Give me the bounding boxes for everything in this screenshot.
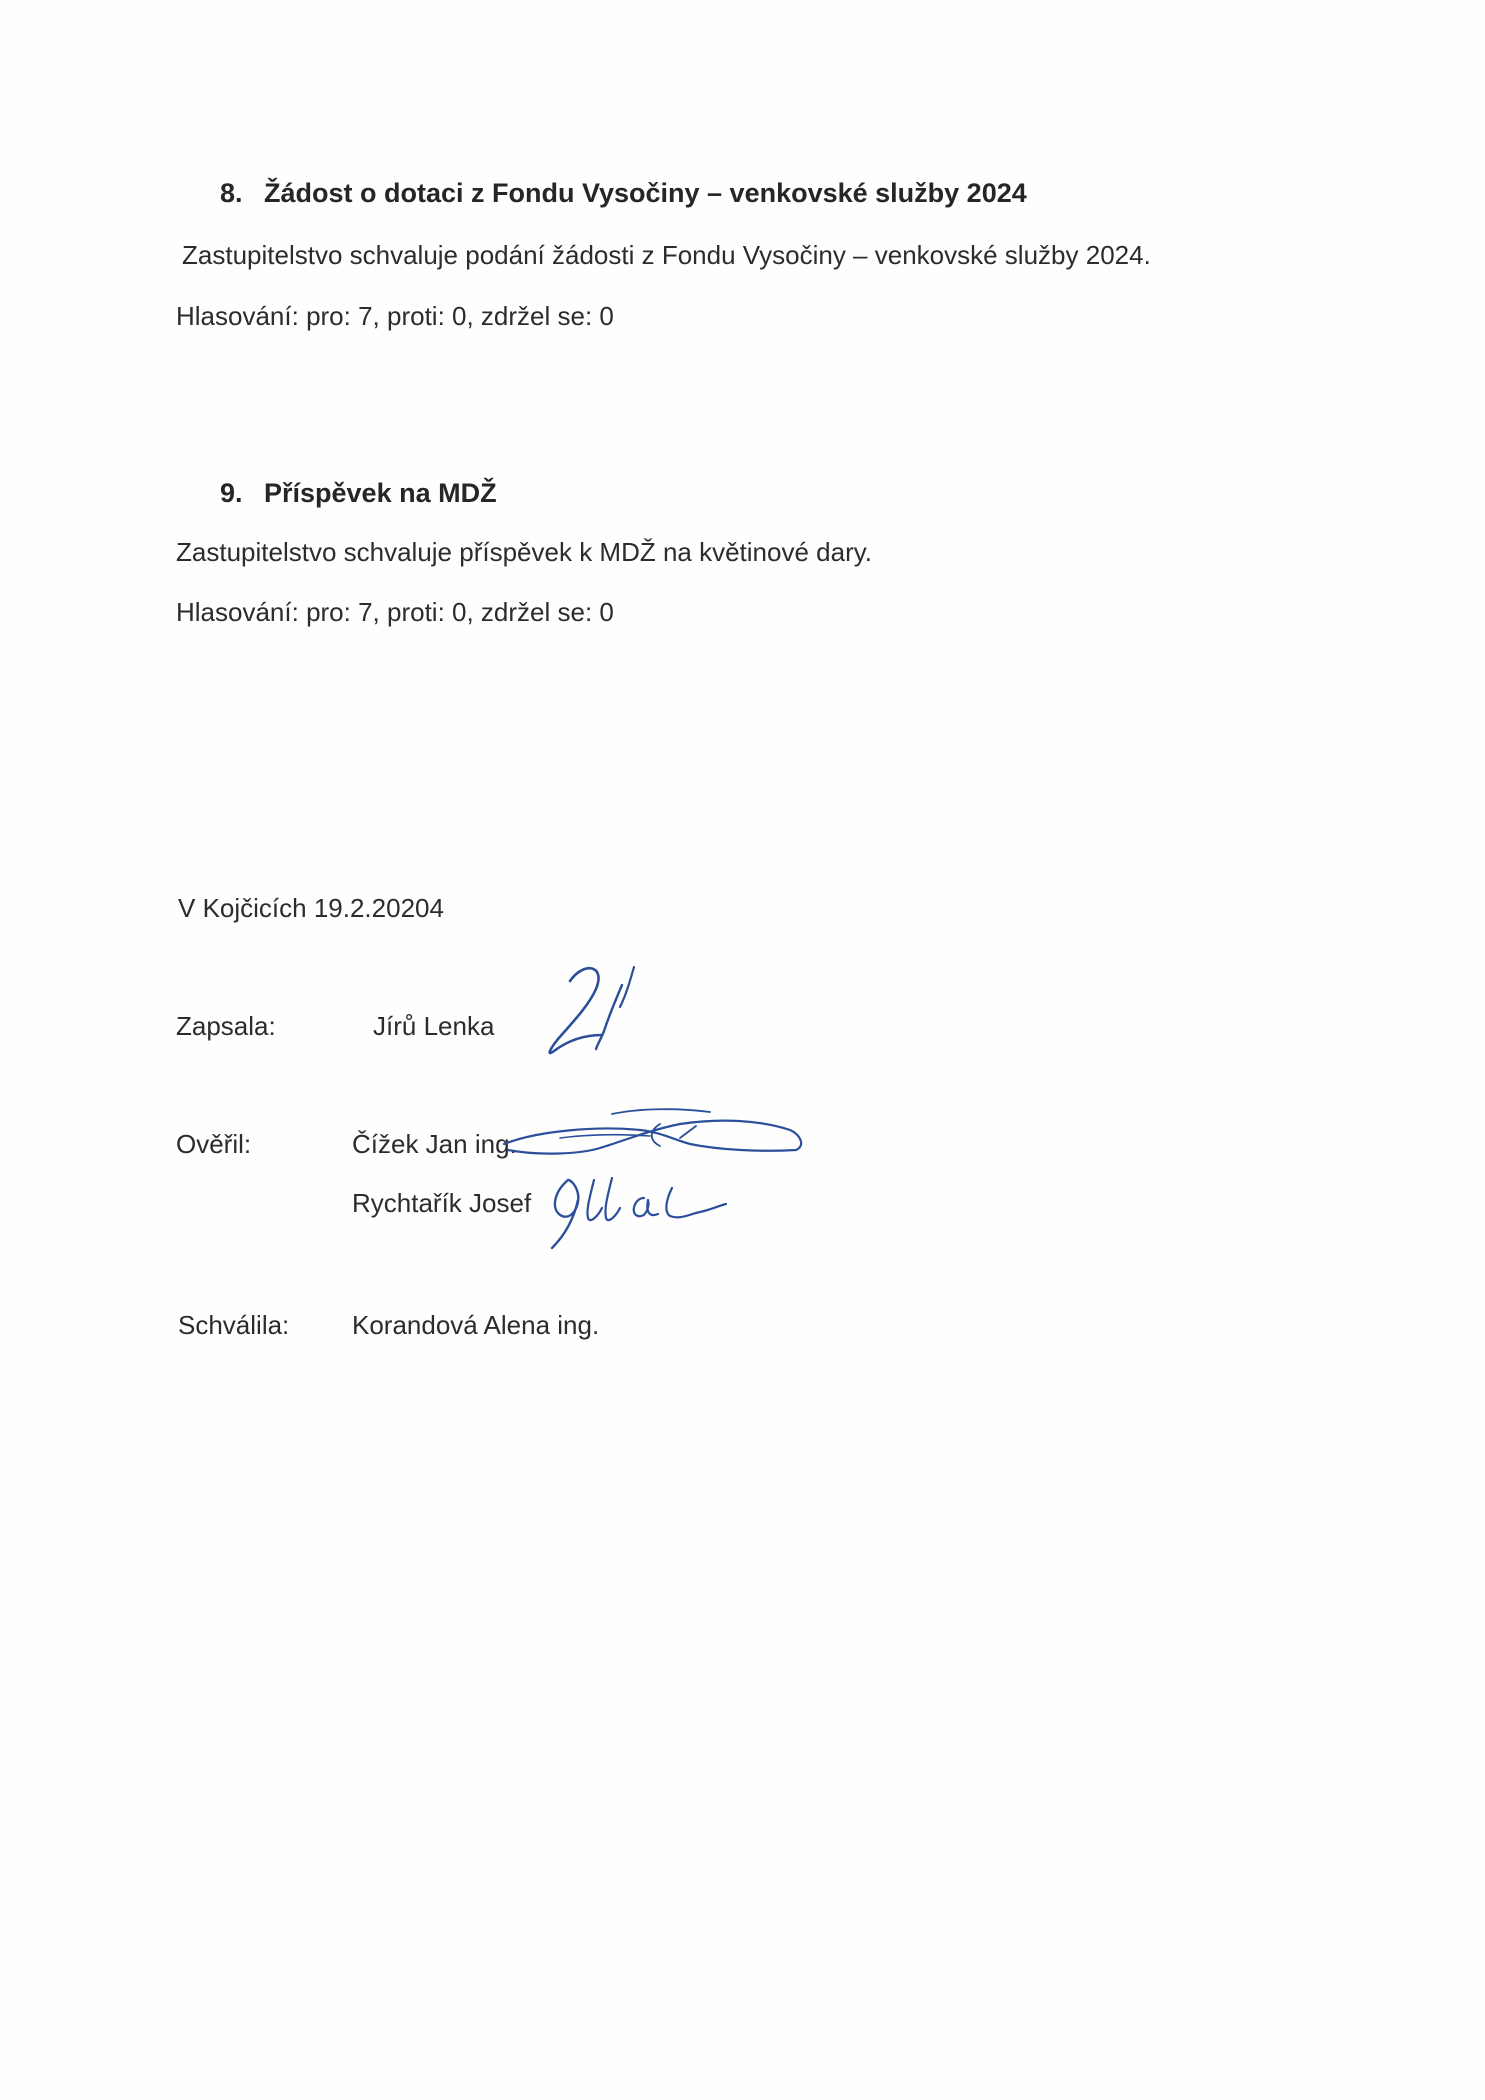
schvalila-name: Korandová Alena ing.: [352, 1310, 600, 1340]
zapsala-name: Jírů Lenka: [373, 1011, 495, 1041]
section-8-vote: Hlasování: pro: 7, proti: 0, zdržel se: 0: [176, 301, 614, 331]
section-number: 8.: [220, 178, 243, 208]
section-9-text: Zastupitelstvo schvaluje příspěvek k MDŽ na květinové dary.: [176, 537, 873, 567]
signature-rychtarik: [540, 1170, 740, 1250]
section-9-heading: [220, 478, 497, 509]
section-8-text: Zastupitelstvo schvaluje podání žádosti z Fondu Vysočiny – venkovské služby 2024.: [182, 240, 1151, 270]
signature-jiru: [540, 955, 650, 1060]
schvalila-label: Schválila:: [178, 1310, 290, 1340]
place-date: V Kojčicích 19.2.20204: [178, 893, 444, 923]
zapsala-label: Zapsala:: [176, 1011, 276, 1041]
signature-cizek: [500, 1100, 805, 1170]
section-8-heading: [220, 178, 1027, 209]
section-number: 9.: [220, 478, 243, 508]
overil-name-1: Čížek Jan ing.: [352, 1129, 517, 1159]
section-title: Příspěvek na MDŽ: [264, 478, 497, 508]
section-9-vote: Hlasování: pro: 7, proti: 0, zdržel se: 0: [176, 597, 614, 627]
overil-label: Ověřil:: [176, 1129, 252, 1159]
overil-name-2: Rychtařík Josef: [352, 1188, 532, 1218]
section-title: Žádost o dotaci z Fondu Vysočiny – venkovské služby 2024: [264, 178, 1027, 208]
